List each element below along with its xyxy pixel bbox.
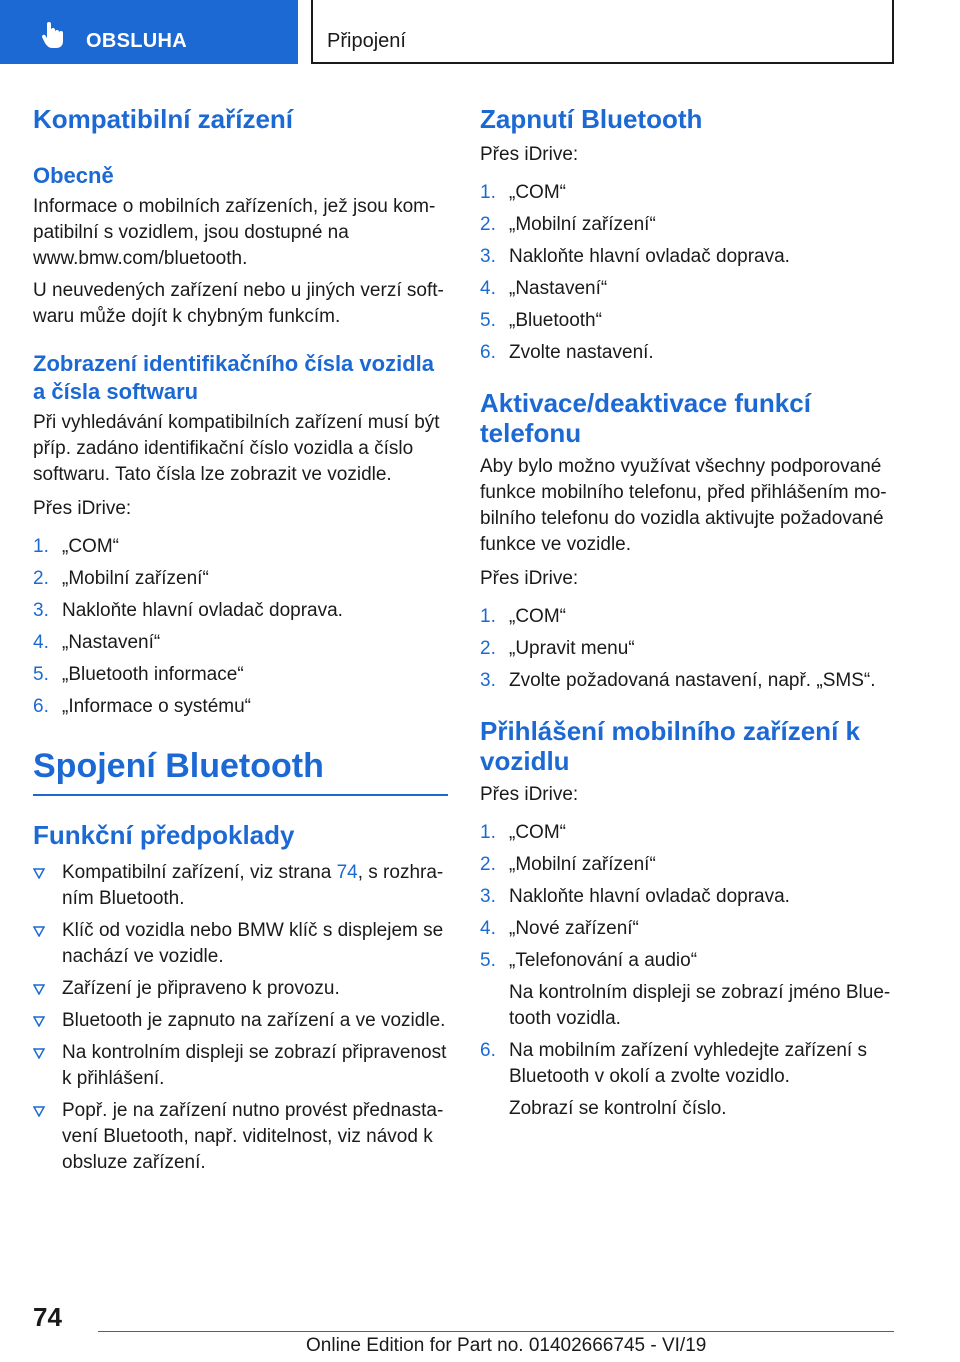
- list-item: 2. „Mobilní zařízení“: [480, 214, 656, 235]
- list-item: Klíč od vozidla nebo BMW klíč s displejem se nachází ve vozidle.: [33, 918, 448, 970]
- prerequisites-list: [33, 860, 448, 1176]
- chapter-header: [311, 0, 894, 64]
- list-item: 4. „Nastavení“: [480, 278, 608, 299]
- triangle-bullet-icon: [33, 1106, 45, 1117]
- list-item: Na kontrolním displeji se zobrazí připravenost k přihlášení.: [33, 1040, 448, 1092]
- list-item: 5. „Bluetooth“: [480, 310, 602, 331]
- section-tab: [0, 0, 298, 64]
- triangle-bullet-icon: [33, 1048, 45, 1059]
- heading-identification: Zobrazení identifikačního čísla vozidla a čísla softwaru: [33, 351, 434, 404]
- edition-note: Online Edition for Part no. 01402666745 - VI/19: [306, 1335, 707, 1356]
- list-item: 4. „Nové zařízení“: [480, 918, 639, 939]
- paragraph-activate: Aby bylo možno využívat všechny podporované funkce mobilního telefonu, před přihlášením mobilního telefonu do vozidla aktivujte požadované funkce ve vozidle.: [480, 456, 887, 555]
- list-item: 2. „Upravit menu“: [480, 638, 635, 659]
- heading-bluetooth-connection: Spojení Bluetooth: [33, 747, 324, 785]
- heading-prerequisites: Funkční předpoklady: [33, 820, 295, 850]
- heading-compatible-devices: Kompatibilní zařízení: [33, 104, 294, 134]
- heading-enable-bluetooth: Zapnutí Bluetooth: [480, 104, 703, 134]
- chapter-title: Připojení: [327, 30, 406, 52]
- list-item: 5. „Bluetooth informace“: [33, 664, 244, 685]
- page-number: 74: [33, 1302, 62, 1332]
- list-item: 6. „Informace o systému“: [33, 696, 251, 717]
- triangle-bullet-icon: [33, 868, 45, 879]
- triangle-bullet-icon: [33, 984, 45, 995]
- list-item: 5. „Telefonování a audio“ Na kontrolním displeji se zobrazí jméno Bluetooth vozidla.: [480, 950, 891, 1029]
- paragraph-compatibility: Informace o mobilních zařízeních, jež jsou kompatibilní s vozidlem, jsou dostupné na www.bmw.com/bluetooth.: [33, 196, 436, 269]
- triangle-bullet-icon: [33, 926, 45, 937]
- steps-list: [33, 534, 448, 720]
- paragraph-unlisted: U neuvedených zařízení nebo u jiných verzí softwaru může dojít k chybným funkcím.: [33, 280, 444, 327]
- list-item: 2. „Mobilní zařízení“: [33, 568, 209, 589]
- list-item: 6. Zvolte nastavení.: [480, 342, 654, 363]
- list-item: 6. Na mobilním zařízení vyhledejte zařízení s Bluetooth v okolí a zvolte vozidlo. Zobrazí se kontrolní číslo.: [480, 1040, 867, 1119]
- list-item: 1. „COM“: [480, 182, 566, 203]
- list-item: 1. „COM“: [480, 822, 566, 843]
- right-column: [480, 98, 895, 1128]
- list-item: 3. Zvolte požadovaná nastavení, např. „SMS“.: [480, 670, 876, 691]
- heading-rule: [33, 794, 448, 796]
- steps-list: [480, 820, 895, 1122]
- via-idrive: Přes iDrive:: [480, 568, 579, 589]
- list-item: 1. „COM“: [480, 606, 566, 627]
- via-idrive: Přes iDrive:: [480, 784, 579, 805]
- list-item: Kompatibilní zařízení, viz strana 74, s rozhraním Bluetooth.: [33, 860, 448, 912]
- heading-pair-device: Přihlášení mobilního zařízení k vozidlu: [480, 716, 860, 776]
- list-item: 3. Nakloňte hlavní ovladač doprava.: [480, 886, 790, 907]
- list-item: Zařízení je připraveno k provozu.: [33, 976, 448, 1002]
- list-item: 3. Nakloňte hlavní ovladač doprava.: [33, 600, 343, 621]
- left-column: [33, 98, 448, 1182]
- steps-list: [480, 604, 895, 694]
- list-item: 3. Nakloňte hlavní ovladač doprava.: [480, 246, 790, 267]
- list-item: Popř. je na zařízení nutno provést přednastavení Bluetooth, např. viditelnost, viz návod k obsluze zařízení.: [33, 1098, 448, 1176]
- footer-rule: [98, 1331, 894, 1332]
- page-link[interactable]: 74: [336, 862, 358, 883]
- section-label: OBSLUHA: [86, 30, 187, 52]
- via-idrive: Přes iDrive:: [33, 498, 132, 519]
- triangle-bullet-icon: [33, 1016, 45, 1027]
- paragraph-identification: Při vyhledávání kompatibilních zařízení musí být příp. zadáno identifikační číslo vozidla a číslo softwaru. Tato čísla lze zobrazit ve vozidle.: [33, 412, 440, 485]
- heading-activate-functions: Aktivace/deaktivace funkcí telefonu: [480, 388, 811, 448]
- list-item: Bluetooth je zapnuto na zařízení a ve vozidle.: [33, 1008, 448, 1034]
- hand-pointer-icon: [38, 20, 68, 50]
- list-item: 4. „Nastavení“: [33, 632, 161, 653]
- list-item: 1. „COM“: [33, 536, 119, 557]
- via-idrive: Přes iDrive:: [480, 144, 579, 165]
- list-item: 2. „Mobilní zařízení“: [480, 854, 656, 875]
- steps-list: [480, 180, 895, 366]
- heading-general: Obecně: [33, 163, 114, 188]
